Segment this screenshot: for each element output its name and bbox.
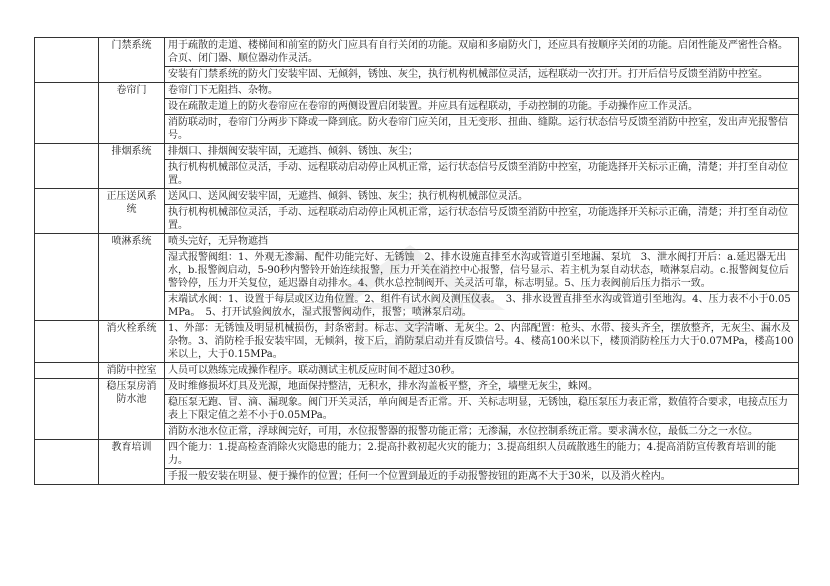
- requirement-cell: 用于疏散的走道、楼梯间和前室的防火门应具有自行关闭的功能。双扇和多扇防火门，还应具有按顺序关闭的功能。启闭性能及严密性合格。合页、闭门器、顺位器动作灵活。: [165, 38, 799, 67]
- category-cell: 排烟系统: [99, 144, 165, 189]
- requirement-cell: 卷帘门下无阻挡、杂物。: [165, 83, 799, 99]
- requirement-cell: 四个能力：1.提高检查消除火灾隐患的能力；2.提高扑救初起火灾的能力；3.提高组织人员疏散逃生的能力；4.提高消防宣传教育培训的能力。: [165, 440, 799, 469]
- empty-index-cell: [35, 363, 99, 379]
- table-row: [35, 363, 799, 379]
- category-cell: 稳压泵房消防水池: [99, 379, 165, 440]
- requirement-cell: 1、外部：无锈蚀及明显机械损伤，封条密封。标志、文字清晰、无灰尘。2、内部配置：枪头、水带、接头齐全，摆放整齐，无灰尘、漏水及杂物。3、消防栓手报安装牢固，无倾斜，按下后，消防泵启动并有反馈信号。4、楼高100米以下，楼顶消防栓压力大于0.07MPa，楼高100米以上，大于0.15MPa。: [165, 321, 799, 363]
- table-row: [35, 38, 799, 67]
- requirement-cell: 人员可以熟练完成操作程序。联动测试主机反应时间不超过30秒。: [165, 363, 799, 379]
- table-row: [35, 83, 799, 99]
- requirement-cell: 送风口、送风阀安装牢固，无遮挡、倾斜、锈蚀、灰尘；执行机构机械部位灵活。: [165, 189, 799, 205]
- requirement-cell: 执行机构机械部位灵活，手动、远程联动启动停止风机正常，运行状态信号反馈至消防中控室，功能选择开关标示正确，清楚；并打至自动位置。: [165, 160, 799, 189]
- category-cell: 喷淋系统: [99, 234, 165, 321]
- empty-index-cell: [35, 189, 99, 234]
- fire-safety-inspection-table: [34, 37, 799, 485]
- requirement-cell: 末端试水阀：1、设置于每层或区边角位置。2、组件有试水阀及测压仪表。 3、排水设置直排至水沟或管道引至地沟。4、压力表不小于0.05MPa。 5、打开试验阀放水，湿式报警阀动作，报警；喷淋泵启动。: [165, 292, 799, 321]
- requirement-cell: 消防联动时，卷帘门分两步下降或一降到底。防火卷帘门应关闭，且无变形、扭曲、缝隙。运行状态信号反馈至消防中控室，发出声光报警信号。: [165, 115, 799, 144]
- category-cell: 消防中控室: [99, 363, 165, 379]
- requirement-cell: 安装有门禁系统的防火门安装牢固、无倾斜，锈蚀、灰尘，执行机构机械部位灵活，远程联动一次打开。打开后信号反馈至消防中控室。: [165, 67, 799, 83]
- table-row: [35, 234, 799, 250]
- requirement-cell: 设在疏散走道上的防火卷帘应在卷帘的两侧设置启闭装置。并应具有远程联动，手动控制的功能。手动操作应工作灵活。: [165, 99, 799, 115]
- requirement-cell: 湿式报警阀组：1、外观无渗漏、配件功能完好、无锈蚀 2、排水设施直排至水沟或管道引至地漏、泵坑 3、泄水阀打开后：a.延迟器无出水，b.报警阀启动，5-90秒内警铃开始连续报警，压力开关在消控中心报警，信号显示、若主机为泵自动状态，喷淋泵启动。c.报警阀复位后警铃停，压力开关复位，延迟器自动排水。4、供水总控制阀开、关灵活可靠，标志明显。5、压力表阀前后压力指示一致。: [165, 250, 799, 292]
- empty-index-cell: [35, 321, 99, 363]
- category-cell: 教育培训: [99, 440, 165, 485]
- requirement-cell: 及时维修损坏灯具及光源，地面保持整洁，无积水，排水沟盖板平整，齐全，墙壁无灰尘，蛛网。: [165, 379, 799, 395]
- empty-index-cell: [35, 234, 99, 321]
- requirement-cell: 喷头完好，无异物遮挡: [165, 234, 799, 250]
- requirement-cell: 执行机构机械部位灵活，手动、远程联动启动停止风机正常，运行状态信号反馈至消防中控室，功能选择开关标示正确，清楚；并打至自动位置。: [165, 205, 799, 234]
- requirement-cell: 消防水池水位正常，浮球阀完好，可用，水位报警器的报警功能正常；无渗漏，水位控制系统正常。要求满水位，最低二分之一水位。: [165, 424, 799, 440]
- table-row: [35, 189, 799, 205]
- requirement-cell: 排烟口、排烟阀安装牢固，无遮挡、倾斜、锈蚀、灰尘；: [165, 144, 799, 160]
- table-row: [35, 440, 799, 469]
- table-row: [35, 321, 799, 363]
- table-row: [35, 144, 799, 160]
- category-cell: 消火栓系统: [99, 321, 165, 363]
- table-row: [35, 379, 799, 395]
- empty-index-cell: [35, 144, 99, 189]
- empty-index-cell: [35, 379, 99, 440]
- category-cell: 正压送风系统: [99, 189, 165, 234]
- category-cell: 卷帘门: [99, 83, 165, 144]
- empty-index-cell: [35, 440, 99, 485]
- category-cell: 门禁系统: [99, 38, 165, 83]
- empty-index-cell: [35, 83, 99, 144]
- requirement-cell: 稳压泵无跑、冒、滴、漏现象。阀门开关灵活，单向阀是否正常。开、关标志明显，无锈蚀，稳压泵压力表正常，数值符合要求，电接点压力表上下限定值之差不小于0.05MPa。: [165, 395, 799, 424]
- empty-index-cell: [35, 38, 99, 83]
- requirement-cell: 手报一般安装在明显、便于操作的位置；任何一个位置到最近的手动报警按钮的距离不大于30米，以及消火栓内。: [165, 469, 799, 485]
